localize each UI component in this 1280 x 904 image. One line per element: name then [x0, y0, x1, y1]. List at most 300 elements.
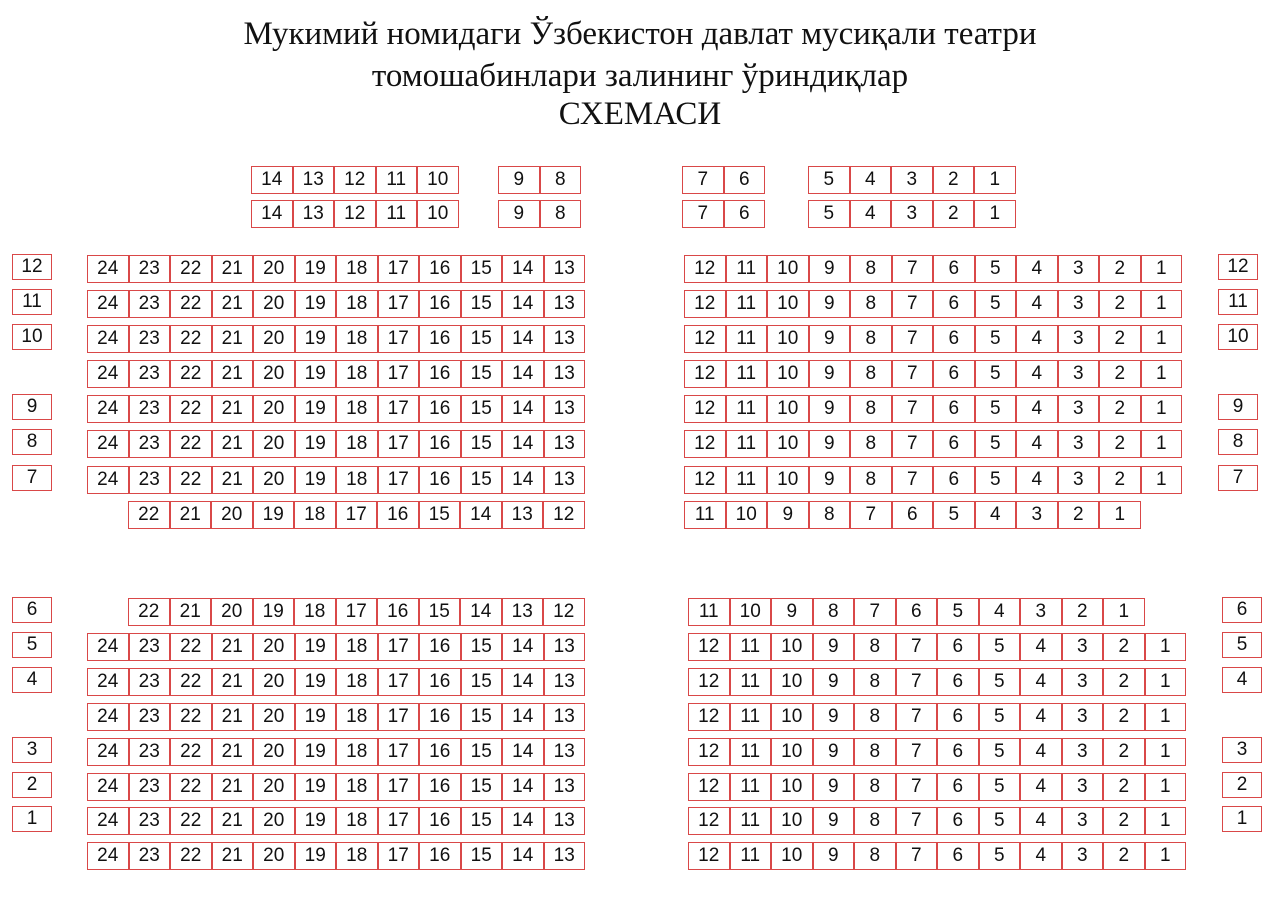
seat[interactable]: 19 [295, 842, 337, 870]
seat[interactable]: 6 [892, 501, 934, 529]
seat[interactable]: 23 [129, 738, 171, 766]
seat[interactable]: 17 [378, 466, 420, 494]
seat[interactable]: 13 [544, 290, 586, 318]
box-seat[interactable]: 2 [933, 200, 975, 228]
seat[interactable]: 11 [726, 430, 768, 458]
seat[interactable]: 12 [688, 703, 730, 731]
seat[interactable]: 19 [295, 430, 337, 458]
seat[interactable]: 15 [461, 430, 503, 458]
seat[interactable]: 20 [253, 773, 295, 801]
box-seat[interactable]: 12 [334, 166, 376, 194]
seat[interactable]: 8 [850, 360, 892, 388]
seat[interactable]: 11 [730, 633, 772, 661]
seat[interactable]: 2 [1103, 842, 1145, 870]
seat[interactable]: 16 [377, 598, 419, 626]
seat[interactable]: 10 [771, 703, 813, 731]
seat[interactable]: 1 [1141, 430, 1183, 458]
seat[interactable]: 10 [771, 807, 813, 835]
seat[interactable]: 14 [502, 430, 544, 458]
seat[interactable]: 7 [854, 598, 896, 626]
seat[interactable]: 6 [937, 703, 979, 731]
seat[interactable]: 23 [129, 842, 171, 870]
seat[interactable]: 17 [378, 633, 420, 661]
seat[interactable]: 13 [544, 395, 586, 423]
seat[interactable]: 16 [419, 668, 461, 696]
seat[interactable]: 15 [419, 501, 461, 529]
seat[interactable]: 9 [813, 738, 855, 766]
seat[interactable]: 7 [896, 773, 938, 801]
seat[interactable]: 16 [419, 842, 461, 870]
seat[interactable]: 17 [378, 668, 420, 696]
seat[interactable]: 20 [253, 668, 295, 696]
seat[interactable]: 11 [730, 738, 772, 766]
seat[interactable]: 13 [544, 703, 586, 731]
seat[interactable]: 8 [850, 290, 892, 318]
seat[interactable]: 19 [295, 807, 337, 835]
seat[interactable]: 3 [1016, 501, 1058, 529]
seat[interactable]: 3 [1058, 430, 1100, 458]
seat[interactable]: 4 [1016, 325, 1058, 353]
seat[interactable]: 9 [809, 290, 851, 318]
seat[interactable]: 5 [979, 703, 1021, 731]
seat[interactable]: 16 [419, 290, 461, 318]
seat[interactable]: 24 [87, 430, 129, 458]
seat[interactable]: 11 [730, 773, 772, 801]
box-seat[interactable]: 11 [376, 166, 418, 194]
seat[interactable]: 13 [502, 598, 544, 626]
seat[interactable]: 4 [975, 501, 1017, 529]
seat[interactable]: 23 [129, 668, 171, 696]
seat[interactable]: 14 [502, 738, 544, 766]
seat[interactable]: 9 [813, 807, 855, 835]
seat[interactable]: 5 [975, 290, 1017, 318]
seat[interactable]: 21 [212, 325, 254, 353]
seat[interactable]: 9 [809, 360, 851, 388]
seat[interactable]: 22 [170, 466, 212, 494]
seat[interactable]: 23 [129, 325, 171, 353]
seat[interactable]: 7 [896, 668, 938, 696]
seat[interactable]: 23 [129, 290, 171, 318]
seat[interactable]: 12 [543, 501, 585, 529]
seat[interactable]: 22 [170, 807, 212, 835]
seat[interactable]: 20 [211, 598, 253, 626]
seat[interactable]: 8 [854, 668, 896, 696]
seat[interactable]: 12 [684, 290, 726, 318]
seat[interactable]: 9 [813, 773, 855, 801]
seat[interactable]: 6 [937, 668, 979, 696]
seat[interactable]: 19 [295, 360, 337, 388]
seat[interactable]: 15 [461, 738, 503, 766]
seat[interactable]: 3 [1058, 255, 1100, 283]
seat[interactable]: 16 [419, 325, 461, 353]
seat[interactable]: 16 [419, 807, 461, 835]
seat[interactable]: 17 [378, 703, 420, 731]
seat[interactable]: 9 [809, 466, 851, 494]
box-seat[interactable]: 10 [417, 166, 459, 194]
seat[interactable]: 10 [771, 773, 813, 801]
seat[interactable]: 3 [1062, 703, 1104, 731]
box-seat[interactable]: 9 [498, 166, 540, 194]
seat[interactable]: 16 [419, 703, 461, 731]
seat[interactable]: 8 [809, 501, 851, 529]
seat[interactable]: 4 [1020, 773, 1062, 801]
seat[interactable]: 23 [129, 807, 171, 835]
seat[interactable]: 12 [688, 773, 730, 801]
seat[interactable]: 20 [253, 325, 295, 353]
seat[interactable]: 6 [933, 325, 975, 353]
box-seat[interactable]: 13 [293, 166, 335, 194]
seat[interactable]: 13 [544, 325, 586, 353]
seat[interactable]: 7 [896, 807, 938, 835]
seat[interactable]: 12 [688, 633, 730, 661]
seat[interactable]: 12 [684, 360, 726, 388]
seat[interactable]: 7 [850, 501, 892, 529]
seat[interactable]: 13 [544, 773, 586, 801]
seat[interactable]: 5 [975, 430, 1017, 458]
seat[interactable]: 18 [336, 807, 378, 835]
seat[interactable]: 4 [1016, 430, 1058, 458]
box-seat[interactable]: 6 [724, 200, 766, 228]
seat[interactable]: 16 [419, 360, 461, 388]
seat[interactable]: 9 [813, 633, 855, 661]
seat[interactable]: 8 [854, 842, 896, 870]
seat[interactable]: 9 [809, 255, 851, 283]
seat[interactable]: 9 [767, 501, 809, 529]
seat[interactable]: 3 [1062, 807, 1104, 835]
seat[interactable]: 22 [170, 633, 212, 661]
seat[interactable]: 6 [933, 430, 975, 458]
seat[interactable]: 6 [937, 842, 979, 870]
seat[interactable]: 22 [170, 842, 212, 870]
seat[interactable]: 23 [129, 773, 171, 801]
seat[interactable]: 15 [461, 360, 503, 388]
seat[interactable]: 9 [813, 703, 855, 731]
seat[interactable]: 7 [892, 466, 934, 494]
seat[interactable]: 19 [295, 773, 337, 801]
seat[interactable]: 22 [170, 255, 212, 283]
seat[interactable]: 10 [767, 395, 809, 423]
seat[interactable]: 3 [1058, 325, 1100, 353]
seat[interactable]: 21 [212, 290, 254, 318]
seat[interactable]: 16 [419, 430, 461, 458]
seat[interactable]: 14 [460, 501, 502, 529]
seat[interactable]: 15 [461, 773, 503, 801]
seat[interactable]: 4 [1020, 842, 1062, 870]
seat[interactable]: 2 [1103, 703, 1145, 731]
seat[interactable]: 18 [294, 598, 336, 626]
seat[interactable]: 10 [767, 290, 809, 318]
seat[interactable]: 3 [1062, 633, 1104, 661]
seat[interactable]: 3 [1020, 598, 1062, 626]
seat[interactable]: 3 [1062, 773, 1104, 801]
seat[interactable]: 22 [170, 325, 212, 353]
seat[interactable]: 7 [896, 633, 938, 661]
seat[interactable]: 5 [937, 598, 979, 626]
seat[interactable]: 18 [336, 325, 378, 353]
seat[interactable]: 8 [850, 430, 892, 458]
seat[interactable]: 1 [1145, 773, 1187, 801]
seat[interactable]: 14 [502, 842, 544, 870]
seat[interactable]: 14 [502, 773, 544, 801]
seat[interactable]: 4 [1020, 703, 1062, 731]
seat[interactable]: 21 [212, 773, 254, 801]
seat[interactable]: 4 [1020, 633, 1062, 661]
seat[interactable]: 17 [378, 738, 420, 766]
seat[interactable]: 1 [1145, 633, 1187, 661]
seat[interactable]: 13 [544, 466, 586, 494]
seat[interactable]: 11 [730, 703, 772, 731]
box-seat[interactable]: 10 [417, 200, 459, 228]
seat[interactable]: 19 [253, 501, 295, 529]
seat[interactable]: 2 [1099, 430, 1141, 458]
seat[interactable]: 4 [1016, 395, 1058, 423]
seat[interactable]: 6 [933, 395, 975, 423]
seat[interactable]: 23 [129, 633, 171, 661]
seat[interactable]: 2 [1099, 360, 1141, 388]
seat[interactable]: 9 [809, 395, 851, 423]
seat[interactable]: 6 [933, 360, 975, 388]
seat[interactable]: 14 [502, 466, 544, 494]
seat[interactable]: 8 [850, 395, 892, 423]
seat[interactable]: 18 [336, 633, 378, 661]
seat[interactable]: 14 [502, 395, 544, 423]
seat[interactable]: 19 [295, 395, 337, 423]
seat[interactable]: 10 [771, 633, 813, 661]
seat[interactable]: 12 [688, 668, 730, 696]
seat[interactable]: 17 [378, 360, 420, 388]
seat[interactable]: 15 [461, 325, 503, 353]
seat[interactable]: 11 [684, 501, 726, 529]
seat[interactable]: 15 [461, 807, 503, 835]
seat[interactable]: 3 [1062, 842, 1104, 870]
seat[interactable]: 19 [295, 255, 337, 283]
seat[interactable]: 7 [892, 290, 934, 318]
seat[interactable]: 12 [688, 738, 730, 766]
box-seat[interactable]: 14 [251, 166, 293, 194]
seat[interactable]: 11 [688, 598, 730, 626]
seat[interactable]: 18 [336, 395, 378, 423]
seat[interactable]: 5 [975, 395, 1017, 423]
seat[interactable]: 3 [1062, 738, 1104, 766]
seat[interactable]: 18 [294, 501, 336, 529]
seat[interactable]: 1 [1145, 807, 1187, 835]
seat[interactable]: 22 [170, 290, 212, 318]
seat[interactable]: 19 [295, 290, 337, 318]
box-seat[interactable]: 13 [293, 200, 335, 228]
seat[interactable]: 16 [419, 395, 461, 423]
seat[interactable]: 21 [212, 395, 254, 423]
seat[interactable]: 8 [854, 633, 896, 661]
seat[interactable]: 16 [377, 501, 419, 529]
seat[interactable]: 8 [850, 466, 892, 494]
seat[interactable]: 21 [212, 807, 254, 835]
seat[interactable]: 10 [767, 466, 809, 494]
seat[interactable]: 1 [1145, 738, 1187, 766]
seat[interactable]: 22 [128, 598, 170, 626]
seat[interactable]: 11 [730, 807, 772, 835]
seat[interactable]: 14 [502, 360, 544, 388]
seat[interactable]: 1 [1099, 501, 1141, 529]
seat[interactable]: 17 [378, 325, 420, 353]
seat[interactable]: 6 [933, 255, 975, 283]
seat[interactable]: 23 [129, 466, 171, 494]
seat[interactable]: 2 [1099, 255, 1141, 283]
seat[interactable]: 15 [461, 842, 503, 870]
box-seat[interactable]: 2 [933, 166, 975, 194]
seat[interactable]: 3 [1058, 395, 1100, 423]
seat[interactable]: 8 [854, 773, 896, 801]
box-seat[interactable]: 9 [498, 200, 540, 228]
seat[interactable]: 18 [336, 360, 378, 388]
seat[interactable]: 12 [684, 255, 726, 283]
seat[interactable]: 5 [975, 360, 1017, 388]
seat[interactable]: 2 [1103, 668, 1145, 696]
box-seat[interactable]: 14 [251, 200, 293, 228]
seat[interactable]: 19 [295, 325, 337, 353]
box-seat[interactable]: 4 [850, 200, 892, 228]
seat[interactable]: 6 [937, 807, 979, 835]
seat[interactable]: 19 [295, 668, 337, 696]
seat[interactable]: 20 [253, 360, 295, 388]
seat[interactable]: 24 [87, 738, 129, 766]
seat[interactable]: 2 [1062, 598, 1104, 626]
seat[interactable]: 1 [1141, 325, 1183, 353]
seat[interactable]: 20 [253, 633, 295, 661]
seat[interactable]: 9 [809, 325, 851, 353]
seat[interactable]: 18 [336, 466, 378, 494]
seat[interactable]: 15 [461, 290, 503, 318]
box-seat[interactable]: 1 [974, 200, 1016, 228]
seat[interactable]: 11 [730, 842, 772, 870]
seat[interactable]: 18 [336, 668, 378, 696]
box-seat[interactable]: 5 [808, 200, 850, 228]
seat[interactable]: 13 [544, 668, 586, 696]
seat[interactable]: 14 [502, 668, 544, 696]
seat[interactable]: 23 [129, 430, 171, 458]
seat[interactable]: 11 [730, 668, 772, 696]
seat[interactable]: 10 [730, 598, 772, 626]
seat[interactable]: 22 [170, 668, 212, 696]
seat[interactable]: 13 [544, 430, 586, 458]
seat[interactable]: 21 [212, 466, 254, 494]
seat[interactable]: 18 [336, 773, 378, 801]
seat[interactable]: 14 [502, 703, 544, 731]
seat[interactable]: 21 [212, 703, 254, 731]
seat[interactable]: 20 [253, 466, 295, 494]
seat[interactable]: 18 [336, 703, 378, 731]
seat[interactable]: 7 [892, 325, 934, 353]
seat[interactable]: 24 [87, 325, 129, 353]
seat[interactable]: 24 [87, 703, 129, 731]
seat[interactable]: 20 [253, 842, 295, 870]
seat[interactable]: 21 [212, 430, 254, 458]
seat[interactable]: 15 [461, 395, 503, 423]
seat[interactable]: 6 [937, 633, 979, 661]
seat[interactable]: 4 [1016, 255, 1058, 283]
seat[interactable]: 6 [937, 738, 979, 766]
seat[interactable]: 12 [684, 325, 726, 353]
seat[interactable]: 13 [544, 807, 586, 835]
box-seat[interactable]: 3 [891, 166, 933, 194]
box-seat[interactable]: 3 [891, 200, 933, 228]
seat[interactable]: 17 [378, 290, 420, 318]
seat[interactable]: 23 [129, 395, 171, 423]
seat[interactable]: 21 [170, 501, 212, 529]
seat[interactable]: 22 [170, 430, 212, 458]
seat[interactable]: 11 [726, 255, 768, 283]
seat[interactable]: 16 [419, 773, 461, 801]
seat[interactable]: 10 [771, 842, 813, 870]
seat[interactable]: 12 [543, 598, 585, 626]
seat[interactable]: 5 [979, 633, 1021, 661]
seat[interactable]: 21 [212, 738, 254, 766]
seat[interactable]: 24 [87, 773, 129, 801]
seat[interactable]: 16 [419, 255, 461, 283]
seat[interactable]: 14 [502, 633, 544, 661]
seat[interactable]: 1 [1141, 395, 1183, 423]
seat[interactable]: 19 [295, 633, 337, 661]
seat[interactable]: 5 [975, 255, 1017, 283]
seat[interactable]: 2 [1103, 738, 1145, 766]
seat[interactable]: 10 [767, 360, 809, 388]
seat[interactable]: 13 [544, 738, 586, 766]
seat[interactable]: 21 [212, 668, 254, 696]
seat[interactable]: 5 [975, 466, 1017, 494]
seat[interactable]: 4 [1016, 290, 1058, 318]
seat[interactable]: 19 [295, 466, 337, 494]
seat[interactable]: 24 [87, 255, 129, 283]
seat[interactable]: 8 [854, 738, 896, 766]
seat[interactable]: 4 [979, 598, 1021, 626]
seat[interactable]: 1 [1145, 668, 1187, 696]
seat[interactable]: 10 [771, 738, 813, 766]
seat[interactable]: 11 [726, 290, 768, 318]
seat[interactable]: 1 [1141, 290, 1183, 318]
seat[interactable]: 24 [87, 668, 129, 696]
seat[interactable]: 5 [979, 668, 1021, 696]
seat[interactable]: 21 [212, 255, 254, 283]
seat[interactable]: 7 [892, 430, 934, 458]
seat[interactable]: 20 [253, 807, 295, 835]
seat[interactable]: 11 [726, 466, 768, 494]
seat[interactable]: 4 [1020, 807, 1062, 835]
seat[interactable]: 13 [544, 842, 586, 870]
seat[interactable]: 13 [502, 501, 544, 529]
seat[interactable]: 10 [767, 255, 809, 283]
box-seat[interactable]: 7 [682, 166, 724, 194]
seat[interactable]: 24 [87, 395, 129, 423]
seat[interactable]: 14 [502, 807, 544, 835]
seat[interactable]: 6 [933, 466, 975, 494]
seat[interactable]: 9 [813, 842, 855, 870]
seat[interactable]: 10 [726, 501, 768, 529]
seat[interactable]: 20 [253, 703, 295, 731]
box-seat[interactable]: 7 [682, 200, 724, 228]
seat[interactable]: 19 [295, 703, 337, 731]
seat[interactable]: 3 [1058, 466, 1100, 494]
seat[interactable]: 7 [896, 842, 938, 870]
seat[interactable]: 12 [684, 466, 726, 494]
box-seat[interactable]: 5 [808, 166, 850, 194]
seat[interactable]: 20 [253, 290, 295, 318]
seat[interactable]: 3 [1058, 360, 1100, 388]
seat[interactable]: 19 [295, 738, 337, 766]
seat[interactable]: 15 [419, 598, 461, 626]
seat[interactable]: 7 [892, 360, 934, 388]
seat[interactable]: 8 [850, 325, 892, 353]
seat[interactable]: 14 [502, 290, 544, 318]
seat[interactable]: 2 [1099, 290, 1141, 318]
